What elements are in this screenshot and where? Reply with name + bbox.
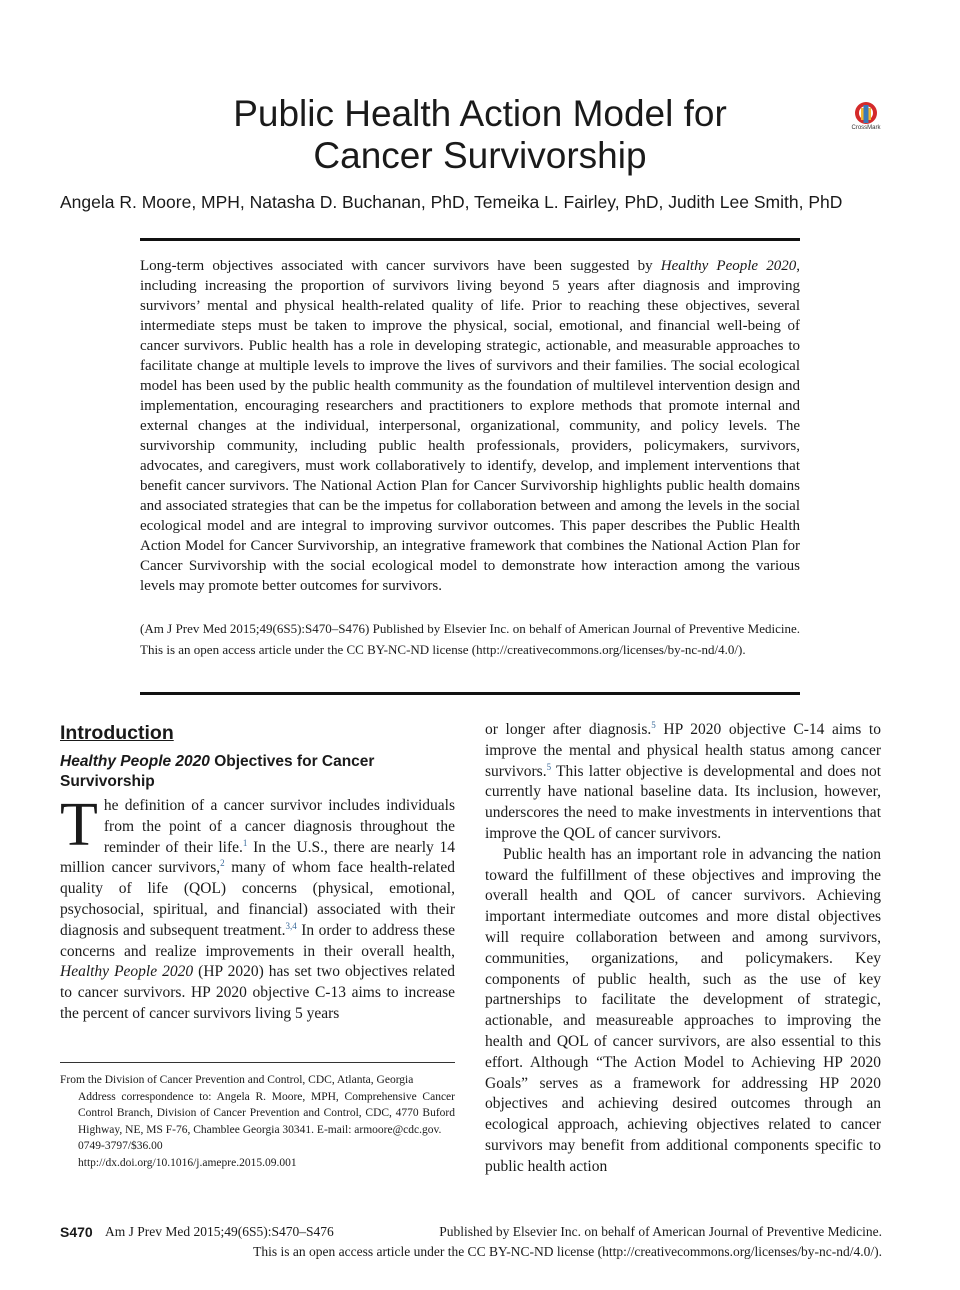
footer-license-link[interactable]: http://creativecommons.org/licenses/by-nc-nd/4.0/ <box>602 1244 875 1259</box>
doi-link[interactable]: http://dx.doi.org/10.1016/j.amepre.2015.09.001 <box>78 1156 297 1169</box>
article-title <box>170 93 790 177</box>
right-paragraph-2: Public health has an important role in advancing the nation toward the fulfillment of these objectives and improving the overall health and QOL of cancer survivors. Achieving important intermediate outcomes and more distal objectives will require collaboration between and among survivors, communities, organizations, and policymakers. Key components of public health, such as the use of key partnerships to facilitate the development of strategic, actionable, and measureable approaches to improving the health and QOL of cancer survivors, are also essential to this effort. Although “The Action Model to Achieving HP 2020 Goals” serves as a framework for addressing HP 2020 objectives and achieving desired outcomes through an ecological approach, achieving objectives related to cancer survivors may benefit from additional components specific to public health action <box>485 845 881 1175</box>
title-line-1: Public Health Action Model for <box>233 93 727 134</box>
reference-2[interactable]: 2 <box>220 858 225 869</box>
left-column <box>60 720 455 1025</box>
publisher-note: Published by Elsevier Inc. on behalf of American Journal of Preventive Medicine. <box>439 1224 882 1239</box>
reference-3-4[interactable]: 3,4 <box>285 920 297 931</box>
citation-text: (Am J Prev Med 2015;49(6S5):S470–S476) Published by Elsevier Inc. on behalf of American Journal of Preventive Medicine. This is an open access article under the CC BY-NC-ND license <box>140 621 800 657</box>
author-list: Angela R. Moore, MPH, Natasha D. Buchanan, PhD, Temeika L. Fairley, PhD, Judith Lee Smith, PhD <box>60 192 843 212</box>
abstract-top-rule <box>140 238 800 241</box>
right-column <box>485 720 881 1178</box>
page-number: S470 <box>60 1224 93 1240</box>
abstract <box>140 256 800 596</box>
journal-reference: Am J Prev Med 2015;49(6S5):S470–S476 <box>105 1224 334 1239</box>
section-heading-introduction: Introduction <box>60 722 174 744</box>
license-link[interactable]: http://creativecommons.org/licenses/by-nc-nd/4.0/ <box>476 642 738 657</box>
affiliation-note: From the Division of Cancer Prevention and Control, CDC, Atlanta, Georgia <box>60 1074 414 1086</box>
reference-5b[interactable]: 5 <box>546 761 552 772</box>
footnotes <box>60 1072 455 1171</box>
crossmark-label: CrossMark <box>851 125 881 131</box>
reference-1[interactable]: 1 <box>242 837 248 848</box>
subsection-heading: Healthy People 2020 Objectives for Cancer Survivorship <box>60 753 375 790</box>
right-paragraph-1: or longer after diagnosis.$^5$ HP 2020 objective C-14 aims to improve the mental and physical health status among cancer survivors.$^5$ This latter objective is developmental and does not currently have national baseline data. Its inclusion, however, underscores the need to make investments in interventions that improve the QOL of cancer survivors. <box>485 719 881 842</box>
intro-paragraph-1: The definition of a cancer survivor includes individuals from the point of a cancer diagnosis throughout the reminder of their life.$^1$ In the U.S., there are nearly 14 million cancer survivors,$^2$ many of whom face health-related quality of life (QOL) concerns (physical, emotional, psychosocial, spiritual, and financial) associated with their diagnosis and subsequent treatment.$^{3,4}$ In order to address these concerns and realize improvements in their overall health, Healthy People 2020 (HP 2020) has set two objectives related to cancer survivors. HP 2020 objective C-13 aims to increase the percent of cancer survivors living 5 years <box>60 791 455 1022</box>
issn-note: 0749-3797/$36.00 <box>78 1140 163 1152</box>
license-note: This is an open access article under the CC BY-NC-ND license (http://creativecommons.org/licenses/by-nc-nd/4.0/). <box>253 1244 882 1259</box>
title-line-2: Cancer Survivorship <box>313 135 647 176</box>
drop-cap: T <box>60 791 98 859</box>
abstract-bottom-rule <box>140 692 800 695</box>
reference-5a[interactable]: 5 <box>651 719 656 730</box>
citation-block: (Am J Prev Med 2015;49(6S5):S470–S476) Published by Elsevier Inc. on behalf of American Journal of Preventive Medicine. This is an open access article under the CC BY-NC-ND license (http://creativecommons.org/licenses/by-nc-nd/4.0/). <box>140 621 800 657</box>
footnote-rule <box>60 1062 455 1063</box>
abstract-text: Long-term objectives associated with cancer survivors have been suggested by Healthy People 2020, including increasing the proportion of survivors living beyond 5 years after diagnosis and improving survivors’ mental and physical health-related quality of life. Prior to reaching these objectives, several intermediate steps must be taken to improve the physical, social, emotional, and financial well-being of cancer survivors. Public health has a role in developing strategic, actionable, and measurable approaches to facilitate change at multiple levels to improve the lives of survivors and their families. The social ecological model has been used by the public health community as the foundation of multilevel intervention design and implementation, encouraging researchers and practitioners to explore methods that promote internal and external changes at the individual, interpersonal, organizational, community, and policy levels. The survivorship community, including public health professionals, providers, policymakers, survivors, advocates, and caregivers, must work collaboratively to identify, develop, and implement interventions that benefit cancer survivors. The National Action Plan for Cancer Survivorship highlights public health domains and associated strategies that can be the impetus for collaboration between and among the levels in the social ecological model and are integral to improving survivor outcomes. This paper describes the Public Health Action Model for Cancer Survivorship, an integrative framework that combines the National Action Plan for Cancer Survivorship with the social ecological model to demonstrate how interaction among the various levels may promote better outcomes for survivors. <box>140 258 800 594</box>
correspondence-note: Address correspondence to: Angela R. Moore, MPH, Comprehensive Cancer Control Branch, Division of Cancer Prevention and Control, CDC, 4770 Buford Highway, NE, MS F-76, Chamblee Georgia 30341. E-mail: armoore@cdc.gov. <box>78 1090 455 1136</box>
